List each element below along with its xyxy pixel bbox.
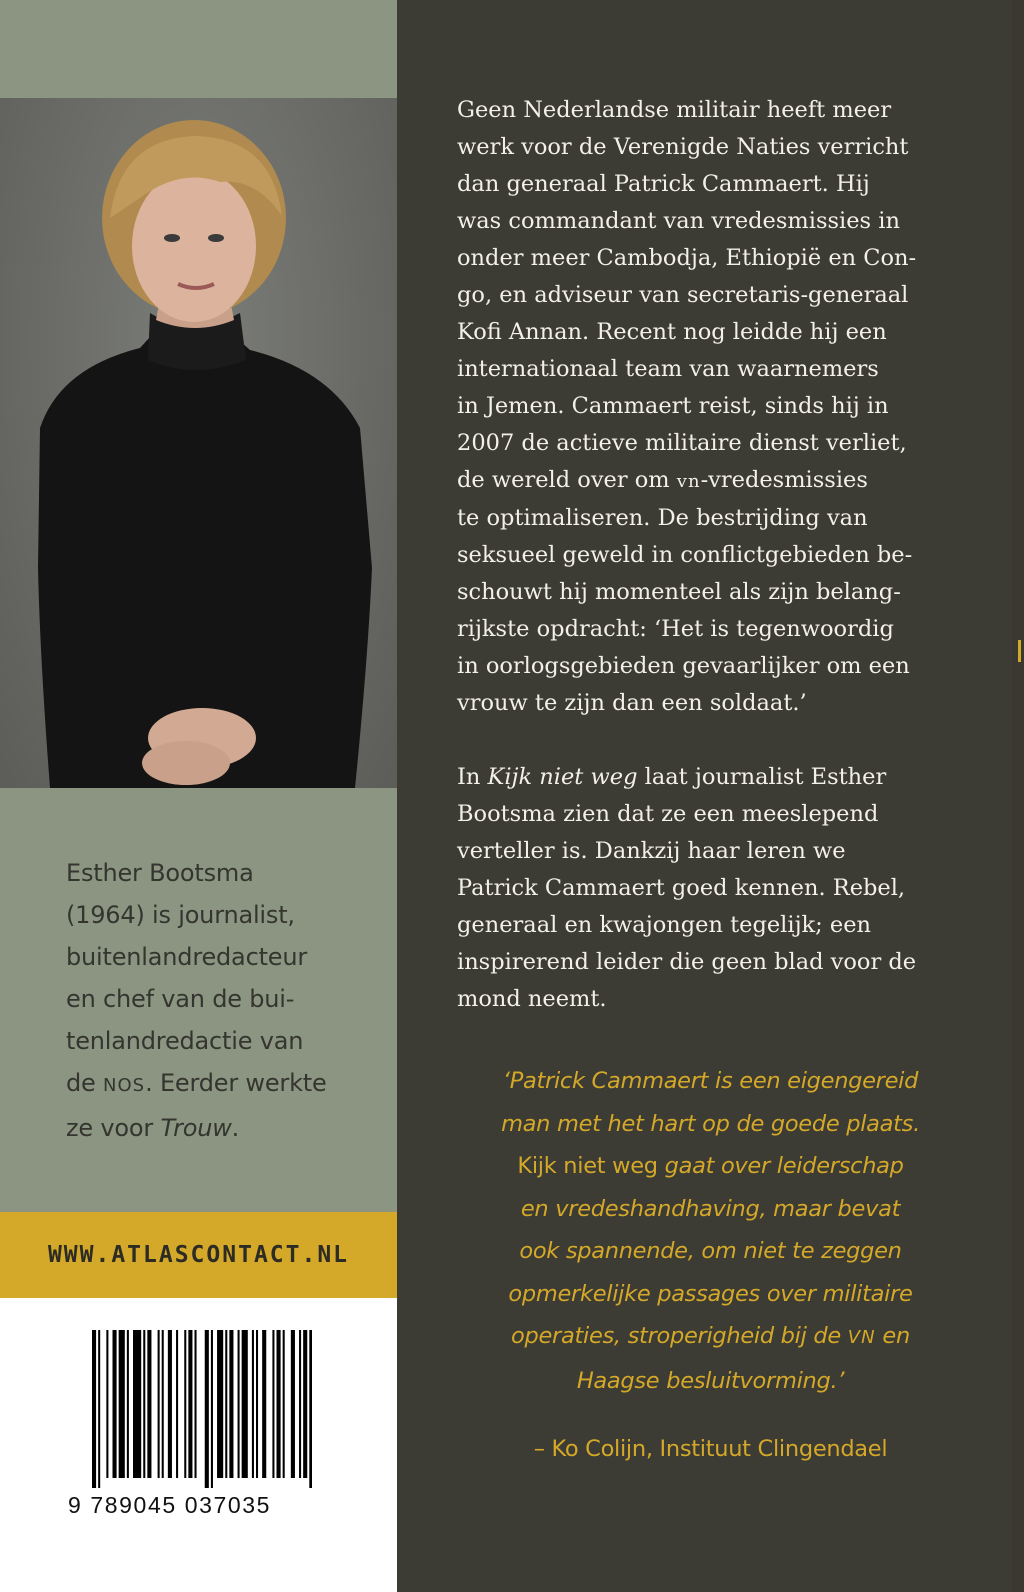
- blurb-line: vrouw te zijn dan een soldaat.’: [457, 690, 807, 716]
- left-column: [0, 0, 397, 1592]
- bio-line: ze voor: [66, 1114, 161, 1142]
- publisher-url[interactable]: WWW.ATLASCONTACT.NL: [47, 1242, 350, 1268]
- barcode-bar: [225, 1330, 227, 1478]
- barcode-bar: [283, 1330, 285, 1478]
- blurb-paragraph-1: [457, 92, 957, 722]
- quote-line: Haagse besluitvorming.’: [576, 1367, 845, 1394]
- blurb-line: Geen Nederlandse militair heeft meer: [457, 97, 892, 123]
- bio-line: .: [231, 1114, 240, 1142]
- quote-line: [397, 1315, 1024, 1360]
- book-blurb: [457, 92, 957, 1018]
- quote-text: en: [875, 1323, 910, 1349]
- review-quote: [397, 1060, 1024, 1402]
- barcode-bar: [242, 1330, 248, 1478]
- blurb-line: schouwt hij momenteel als zijn belang-: [457, 579, 901, 605]
- barcode-bar: [92, 1330, 96, 1488]
- edge-tick: [1018, 640, 1021, 662]
- bio-trouw: Trouw: [160, 1114, 232, 1142]
- barcode-bar: [238, 1330, 240, 1478]
- quote-line: en vredeshandhaving, maar bevat: [520, 1195, 901, 1222]
- barcode-bar: [168, 1330, 172, 1478]
- blurb-paragraph-2: [457, 759, 957, 1018]
- blurb-line: inspirerend leider die geen blad voor de: [457, 949, 917, 975]
- barcode-bar: [158, 1330, 160, 1478]
- barcode-bar: [195, 1330, 197, 1478]
- quote-line: [397, 1145, 1024, 1188]
- barcode-bar: [211, 1330, 213, 1488]
- edge-strip: [1012, 0, 1024, 1592]
- author-photo: [0, 98, 397, 788]
- blurb-line: in Jemen. Cammaert reist, sinds hij in: [457, 393, 889, 419]
- blurb-text: laat journalist Esther: [637, 764, 887, 790]
- bio-line: de: [66, 1069, 104, 1097]
- quote-book-title: Kijk niet weg: [517, 1153, 658, 1179]
- barcode-bar: [133, 1330, 141, 1478]
- bio-line: (1964) is journalist,: [66, 901, 295, 929]
- blurb-line: te optimaliseren. De bestrijding van: [457, 505, 868, 531]
- barcode-bar: [299, 1330, 301, 1478]
- barcode-area: [0, 1298, 397, 1592]
- bio-line: buitenlandredacteur: [66, 943, 308, 971]
- blurb-line: in oorlogsgebieden gevaarlijker om een: [457, 653, 910, 679]
- bio-line: . Eerder werkte: [145, 1069, 327, 1097]
- barcode-bar: [184, 1330, 186, 1478]
- blurb-line: generaal en kwajongen tegelijk; een: [457, 912, 872, 938]
- blurb-line: mond neemt.: [457, 986, 607, 1012]
- quote-line: man met het hart op de goede plaats.: [501, 1110, 920, 1137]
- quote-vn: VN: [847, 1327, 876, 1348]
- blurb-line: go, en adviseur van secretaris-generaal: [457, 282, 909, 308]
- quote-line: ‘Patrick Cammaert is een eigengereid: [502, 1068, 919, 1094]
- barcode-bar: [162, 1330, 164, 1478]
- isbn-digits: 9 789045 037035: [68, 1492, 272, 1518]
- blurb-line: werk voor de Verenigde Naties verricht: [457, 134, 909, 160]
- barcode-bar: [188, 1330, 192, 1478]
- blurb-line: Patrick Cammaert goed kennen. Rebel,: [457, 875, 906, 901]
- bio-line: Esther Bootsma: [66, 859, 254, 887]
- barcode-bar: [98, 1330, 100, 1488]
- quote-text: gaat over leiderschap: [657, 1153, 904, 1179]
- isbn-barcode: [92, 1330, 312, 1488]
- barcode-bar: [262, 1330, 266, 1478]
- barcode-bar: [217, 1330, 223, 1478]
- blurb-line: dan generaal Patrick Cammaert. Hij: [457, 171, 870, 197]
- barcode-bar: [205, 1330, 209, 1488]
- blurb-line: [457, 462, 957, 500]
- blurb-line: onder meer Cambodja, Ethiopië en Con-: [457, 245, 917, 271]
- blurb-text: In: [457, 764, 488, 790]
- barcode-bar: [309, 1330, 312, 1488]
- barcode-bar: [256, 1330, 258, 1478]
- barcode-bar: [252, 1330, 254, 1478]
- barcode-bar: [291, 1330, 295, 1478]
- barcode-bar: [127, 1330, 129, 1478]
- bio-line: tenlandredactie van: [66, 1027, 304, 1055]
- barcode-bar: [229, 1330, 233, 1478]
- quote-line: opmerkelijke passages over militaire: [508, 1280, 913, 1307]
- blurb-line: Kofi Annan. Recent nog leidde hij een: [457, 319, 887, 345]
- barcode-bar: [277, 1330, 281, 1478]
- blurb-line: internationaal team van waarnemers: [457, 356, 879, 382]
- blurb-line: Bootsma zien dat ze een meeslepend: [457, 801, 879, 827]
- blurb-text: de wereld over om: [457, 467, 677, 493]
- blurb-text: -vredesmissies: [700, 467, 868, 493]
- barcode-bar: [119, 1330, 125, 1478]
- blurb-line: verteller is. Dankzij haar leren we: [457, 838, 846, 864]
- blurb-line: seksueel geweld in conflictgebieden be-: [457, 542, 913, 568]
- barcode-bar: [176, 1330, 178, 1478]
- top-color-band: [0, 0, 397, 98]
- author-portrait-illustration: [0, 98, 397, 788]
- bio-line: en chef van de bui-: [66, 985, 295, 1013]
- quote-attribution: – Ko Colijn, Instituut Clingendael: [533, 1436, 888, 1462]
- right-column: [397, 0, 1024, 1592]
- blurb-vn: vn: [676, 471, 701, 492]
- bio-nos: NOS: [103, 1075, 146, 1096]
- barcode-bar: [143, 1330, 145, 1478]
- publisher-url-band: [0, 1212, 397, 1298]
- blurb-line: rijkste opdracht: ‘Het is tegenwoordig: [457, 616, 894, 642]
- barcode-bar: [272, 1330, 274, 1478]
- barcode-bar: [113, 1330, 117, 1478]
- quote-text: operaties, stroperigheid bij de: [511, 1323, 848, 1349]
- barcode-bar: [147, 1330, 151, 1478]
- blurb-book-title: Kijk niet weg: [487, 764, 638, 790]
- barcode-bar: [106, 1330, 108, 1478]
- author-bio-panel: [0, 788, 397, 1212]
- quote-line: ook spannende, om niet te zeggen: [519, 1238, 902, 1264]
- blurb-line: [457, 759, 957, 796]
- barcode-bar: [303, 1330, 307, 1478]
- author-bio-text: [66, 852, 366, 1149]
- blurb-line: was commandant van vredesmissies in: [457, 208, 900, 234]
- blurb-line: 2007 de actieve militaire dienst verliet,: [457, 430, 907, 456]
